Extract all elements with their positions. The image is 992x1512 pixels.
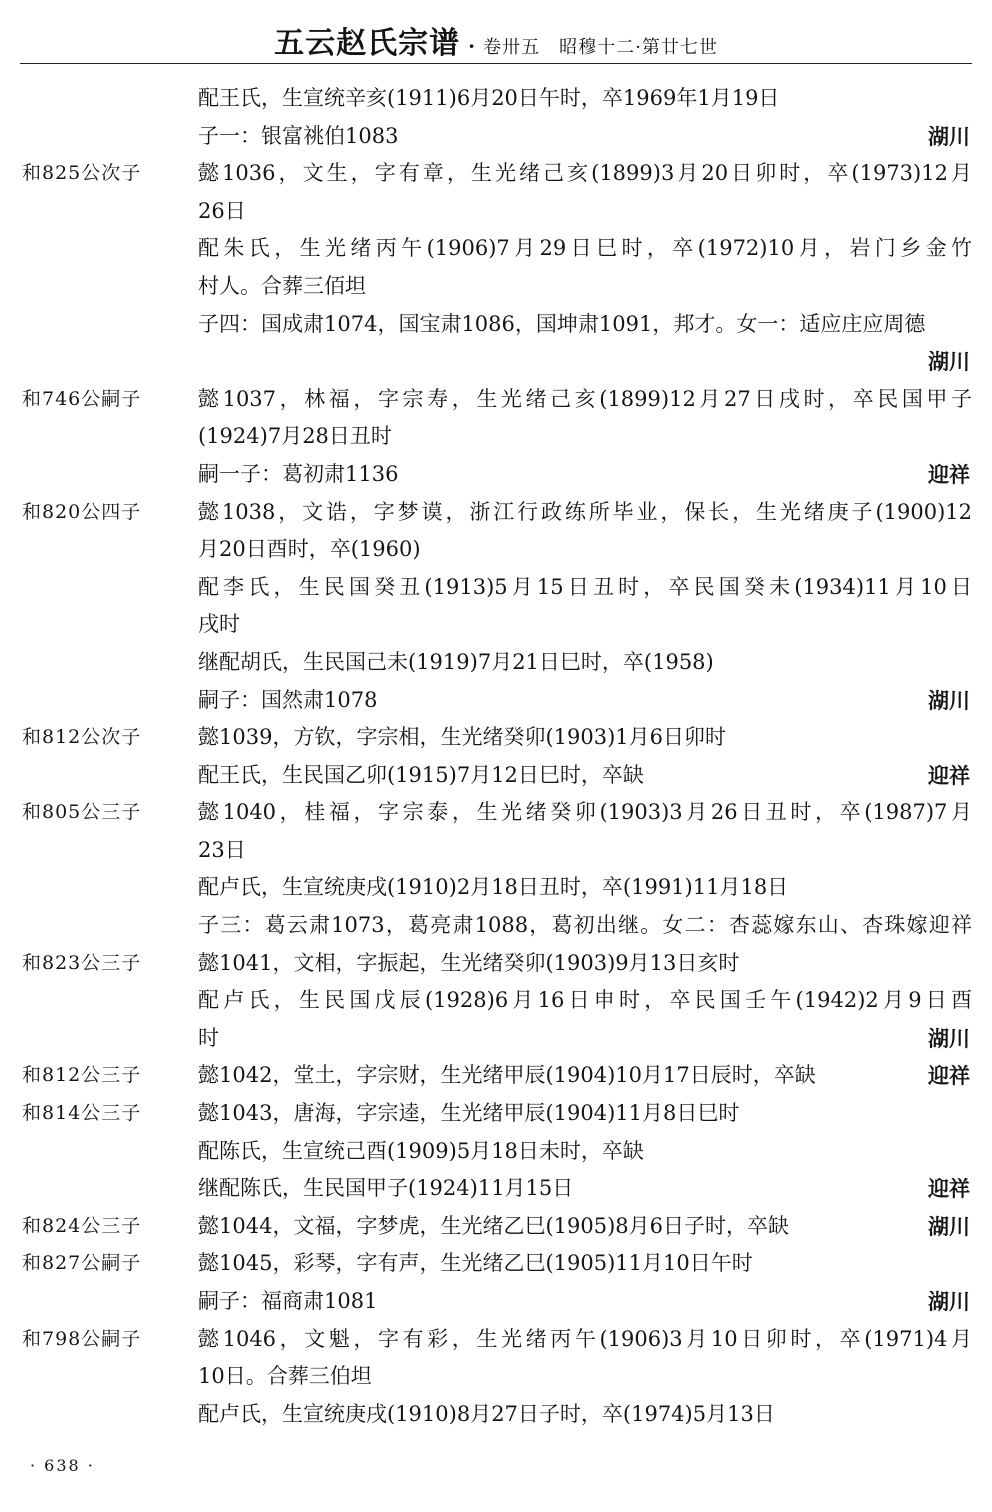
- entry-text: 嗣子：福商肃1081: [198, 1289, 378, 1313]
- text-line: [0, 531, 992, 569]
- entry-text: 26日: [198, 198, 246, 223]
- text-line: [0, 569, 992, 607]
- place-name: 湖川: [928, 1025, 970, 1051]
- entry-text: 懿1040，桂福，字宗泰，生光绪癸卯(1903)3月26日丑时，卒(1987)7月: [198, 800, 972, 825]
- entry-text: 村人。合葬三佰坦: [198, 273, 366, 298]
- entry-text: 懿1044，文福，字梦虎，生光绪乙巳(1905)8月6日子时，卒缺: [198, 1213, 789, 1238]
- text-line: [0, 945, 992, 983]
- lineage-note: 和812公三子: [22, 1064, 142, 1087]
- text-line: [0, 1170, 992, 1208]
- page-header: [0, 18, 992, 62]
- lineage-note: 和824公三子: [22, 1214, 142, 1237]
- lineage-note: 和823公三子: [22, 951, 142, 974]
- text-line: [0, 1133, 992, 1171]
- entry-text: 配朱氏，生光绪丙午(1906)7月29日巳时，卒(1972)10月，岩门乡金竹: [198, 236, 972, 261]
- entry-text: 配卢氏，生民国戊辰(1928)6月16日申时，卒民国壬午(1942)2月9日酉: [198, 988, 972, 1013]
- header-rule: [20, 63, 972, 64]
- text-line: [0, 1057, 992, 1095]
- text-line: [0, 719, 992, 757]
- text-line: [0, 1245, 992, 1283]
- entry-text: 配王氏，生民国乙卯(1915)7月12日巳时，卒缺: [198, 762, 644, 787]
- text-line: [0, 155, 992, 193]
- entry-text: 子四：国成肃1074，国宝肃1086，国坤肃1091，邦才。女一：适应庄应周德: [198, 311, 926, 336]
- entry-text: 戌时: [198, 612, 240, 637]
- text-line: [0, 1283, 992, 1321]
- text-line: [0, 306, 992, 344]
- entry-text: 懿1037，林福，字宗寿，生光绪己亥(1899)12月27日戌时，卒民国甲子: [198, 386, 972, 411]
- place-name: 湖川: [928, 687, 970, 713]
- lineage-note: 和825公次子: [22, 162, 142, 185]
- entry-text: 懿1043，唐海，字宗逵，生光绪甲辰(1904)11月8日巳时: [198, 1101, 740, 1126]
- entry-text: 时: [198, 1025, 219, 1050]
- place-name: 迎祥: [928, 1176, 970, 1202]
- header-separator: ·: [468, 34, 476, 58]
- text-line: [0, 494, 992, 532]
- entry-text: 配李氏，生民国癸丑(1913)5月15日丑时，卒民国癸未(1934)11月10日: [198, 574, 972, 599]
- entry-text: 10日。合葬三伯坦: [198, 1364, 372, 1389]
- place-name: 迎祥: [928, 762, 970, 788]
- place-name: 湖川: [928, 1289, 970, 1314]
- text-line: [0, 644, 992, 682]
- text-line: [0, 682, 992, 720]
- text-line: [0, 1208, 992, 1246]
- text-line: [0, 982, 992, 1020]
- text-line: [0, 907, 992, 945]
- section-subtitle: 卷卅五 昭穆十二·第廿七世: [483, 37, 718, 58]
- lineage-note: 和827公嗣子: [22, 1252, 142, 1275]
- lineage-note: 和805公三子: [22, 801, 142, 824]
- text-line: [0, 1396, 992, 1434]
- text-line: [0, 268, 992, 306]
- entry-text: 嗣一子：葛初肃1136: [198, 461, 399, 486]
- text-line: [0, 193, 992, 231]
- text-line: [0, 343, 992, 381]
- text-line: [0, 794, 992, 832]
- entry-text: 配卢氏，生宣统庚戌(1910)8月27日子时，卒(1974)5月13日: [198, 1401, 775, 1426]
- text-line: [0, 1321, 992, 1359]
- entry-text: 懿1045，彩琴，字有声，生光绪乙巳(1905)11月10日午时: [198, 1251, 753, 1276]
- text-line: [0, 1020, 992, 1058]
- place-name: 湖川: [928, 123, 970, 149]
- entry-text: 懿1036，文生，字有章，生光绪己亥(1899)3月20日卯时，卒(1973)12月: [198, 161, 972, 186]
- entry-text: 嗣子：国然肃1078: [198, 687, 378, 712]
- text-line: [0, 118, 992, 156]
- text-line: [0, 456, 992, 494]
- lineage-note: 和798公嗣子: [22, 1327, 142, 1350]
- entry-text: 懿1046，文魁，字有彩，生光绪丙午(1906)3月10日卯时，卒(1971)4月: [198, 1326, 972, 1351]
- entry-text: 继配胡氏，生民国己未(1919)7月21日巳时，卒(1958): [198, 649, 714, 674]
- text-line: [0, 606, 992, 644]
- entry-text: 懿1042，堂土，字宗财，生光绪甲辰(1904)10月17日辰时，卒缺: [198, 1063, 816, 1088]
- page-number: · 638 ·: [30, 1456, 95, 1475]
- entry-text: 23日: [198, 837, 246, 862]
- text-line: [0, 757, 992, 795]
- entry-text: 继配陈氏，生民国甲子(1924)11月15日: [198, 1176, 574, 1201]
- text-line: [0, 1095, 992, 1133]
- text-line: [0, 1358, 992, 1396]
- lineage-note: 和812公次子: [22, 726, 142, 749]
- lineage-note: 和820公四子: [22, 500, 142, 523]
- entry-text: 子一：银富祧伯1083: [198, 123, 399, 148]
- entry-text: 月20日酉时，卒(1960): [198, 537, 421, 562]
- text-line: [0, 869, 992, 907]
- place-name: 湖川: [928, 1213, 970, 1239]
- entry-text: 懿1038，文诰，字梦谟，浙江行政练所毕业，保长，生光绪庚子(1900)12: [198, 499, 972, 524]
- entry-text: (1924)7月28日丑时: [198, 424, 392, 449]
- place-name: 迎祥: [928, 461, 970, 487]
- book-title: 五云赵氏宗谱: [274, 26, 461, 61]
- lineage-note: 和746公嗣子: [22, 387, 142, 410]
- entry-text: 配卢氏，生宣统庚戌(1910)2月18日丑时，卒(1991)11月18日: [198, 875, 789, 900]
- text-line: [0, 80, 992, 118]
- entry-text: 配王氏，生宣统辛亥(1911)6月20日午时，卒1969年1月19日: [198, 86, 780, 110]
- text-line: [0, 230, 992, 268]
- place-name: 迎祥: [928, 1063, 970, 1089]
- entry-text: 子三：葛云肃1073，葛亮肃1088，葛初出继。女二：杏蕊嫁东山、杏珠嫁迎祥: [198, 913, 972, 938]
- text-line: [0, 832, 992, 870]
- entry-text: 懿1039，方钦，字宗相，生光绪癸卯(1903)1月6日卯时: [198, 725, 726, 750]
- entry-text: 懿1041，文相，字振起，生光绪癸卯(1903)9月13日亥时: [198, 950, 740, 975]
- lineage-note: 和814公三子: [22, 1102, 142, 1125]
- text-line: [0, 381, 992, 419]
- text-line: [0, 418, 992, 456]
- entry-text: 配陈氏，生宣统己酉(1909)5月18日未时，卒缺: [198, 1138, 644, 1163]
- genealogy-entries: [0, 80, 992, 1433]
- place-name: 湖川: [928, 349, 970, 375]
